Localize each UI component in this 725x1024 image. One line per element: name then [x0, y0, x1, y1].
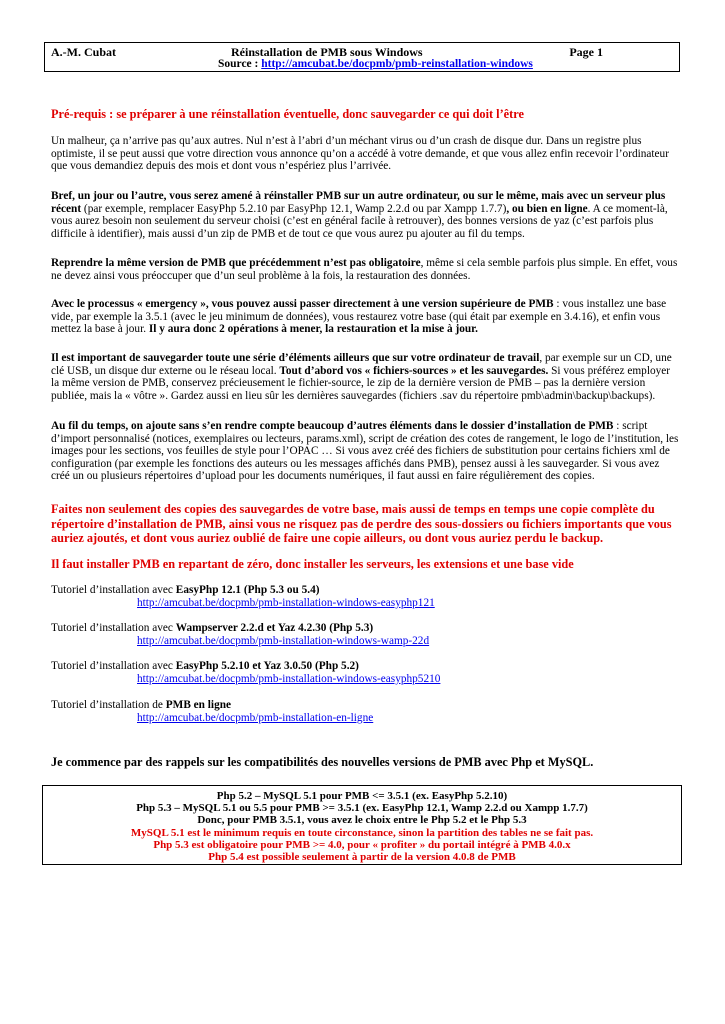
p4-bold-1: Avec le processus « emergency », vous pouvez aussi passer directement à une version supérieure de PMB [51, 298, 554, 310]
tutorial-item [51, 584, 435, 609]
p6-text-1: : script d’import personnalisé (notices, exemplaires ou lecteurs, params.xml), script de création des cotes de rangement, le logo de l’institution, les images pour les sections, vos feuilles de style pour l’OPAC … Si vous avez créé des fichiers de substitution pour certains fichiers xml de configuration (par exemple les fonctions des auteurs ou les messages affichés dans PMB), pensez aussi à les sauvegarder. Si vous avez créé un ou plusieurs répertoires d’upload pour les documents numériques, il faut aussi en faire régulièrement des copies. [51, 420, 679, 483]
paragraph-installation-folder [51, 420, 679, 483]
paragraph-intro: Un malheur, ça n’arrive pas qu’aux autres. Nul n’est à l’abri d’un méchant virus ou d’un crash de disque dur. Dans un registre plus optimiste, il se peut aussi que votre direction vous annonce qu’on a accédé à votre demande, et que vous allez enfin recevoir l’ordinateur que vous demandiez depuis des mois et dont vous n’espériez plus l’arrivée. [51, 135, 669, 173]
compat-warning-line: Php 5.4 est possible seulement à partir de la version 4.0.8 de PMB [208, 851, 516, 864]
tutorial-prefix: Tutoriel d’installation de [51, 699, 166, 711]
header-page-number: Page 1 [569, 45, 603, 59]
compat-line: Donc, pour PMB 3.5.1, vous avez le choix entre le Php 5.2 et le Php 5.3 [197, 814, 527, 827]
p2-text-1: (par exemple, remplacer EasyPhp 5.2.10 par EasyPhp 12.1, Wamp 2.2.d ou par Xampp 1.7.7) [81, 202, 507, 215]
p6-bold-1: Au fil du temps, on ajoute sans s’en rendre compte beaucoup d’autres éléments dans le dossier d’installation de PMB [51, 420, 614, 432]
warning-paragraph: Faites non seulement des copies des sauvegardes de votre base, mais aussi de temps en temps une copie complète du répertoire d’installation de PMB, ainsi vous ne risquez pas de perdre des sous-dossiers ou fichiers importants que vous auriez ajoutés, et dont vous auriez oublié de faire une copie ailleurs, ou dont vous auriez perdu le backup. [51, 502, 672, 545]
p5-text-2: Si vous préférez employer la même version de PMB, conservez précieusement le fichier-source, le zip de la dernière version de PMB – pas la dernière version publiée, mais la « vôtre ». Gardez aussi en lieu sûr les dernières sauvegardes (fichiers .sav du répertoire pmb\admin\backup\backups). [51, 364, 671, 402]
compatibility-box [42, 785, 682, 865]
tutorial-bold: PMB en ligne [165, 699, 232, 711]
tutorial-link[interactable]: http://amcubat.be/docpmb/pmb-installation-windows-easyphp5210 [137, 672, 441, 685]
compat-warning-line: Php 5.3 est obligatoire pour PMB >= 4.0, pour « profiter » du portail intégré à PMB 4.0.x [153, 838, 571, 851]
header-source [218, 58, 533, 70]
p5-bold-2: Tout d’abord vos « fichiers-sources » et les sauvegardes. [279, 364, 549, 377]
paragraph-backup-elements [51, 352, 679, 402]
tutorial-link[interactable]: http://amcubat.be/docpmb/pmb-installation-windows-wamp-22d [137, 634, 430, 647]
header-author: A.-M. Cubat [51, 45, 116, 59]
p3-text-1: , même si cela semble parfois plus simple. En effet, vous ne devez ainsi vous préoccuper que d’un seul problème à la fois, la restauration des données. [51, 257, 678, 282]
header-source-link[interactable]: http://amcubat.be/docpmb/pmb-reinstallation-windows [261, 58, 533, 70]
paragraph-reinstall [51, 190, 679, 240]
p2-bold-1: Bref, un jour ou l’autre, vous serez amené à réinstaller PMB sur un autre ordinateur, ou sur le même, mais avec un serveur plus récent [51, 190, 666, 215]
install-heading: Il faut installer PMB en repartant de zéro, donc installer les serveurs, les extensions et une base vide [51, 557, 574, 571]
tutorial-bold: Wampserver 2.2.d et Yaz 4.2.30 (Php 5.3) [175, 622, 374, 634]
tutorial-link[interactable]: http://amcubat.be/docpmb/pmb-installation-en-ligne [137, 711, 374, 724]
tutorial-item [51, 660, 440, 685]
tutorial-prefix: Tutoriel d’installation avec [51, 622, 176, 634]
p5-text-1: , par exemple sur un CD, une clé USB, un disque dur externe ou le réseau local. [51, 352, 672, 377]
p4-text-1: : vous installez une base vide, par exemple la 3.5.1 (avec le jeu minimum de données), vous restaurez votre base (qui était par exemple en 3.4.16), et enfin vous mettez la base à jour. [51, 298, 667, 336]
compat-line: Php 5.3 – MySQL 5.1 ou 5.5 pour PMB >= 3.5.1 (ex. EasyPhp 12.1, Wamp 2.2.d ou Xampp 1.7.7) [136, 802, 588, 815]
header-title: Réinstallation de PMB sous Windows [231, 45, 423, 59]
header-source-label: Source : [218, 58, 262, 70]
tutorial-item [51, 622, 429, 647]
p2-bold-2: , ou bien en ligne [506, 202, 588, 215]
tutorial-prefix: Tutoriel d’installation avec [51, 660, 176, 672]
compat-warning-line: MySQL 5.1 est le minimum requis en toute circonstance, sinon la partition des tables ne se fait pas. [130, 826, 594, 839]
page-header [44, 42, 680, 72]
p3-bold-1: Reprendre la même version de PMB que précédemment n’est pas obligatoire [51, 257, 421, 269]
tutorial-bold: EasyPhp 12.1 (Php 5.3 ou 5.4) [175, 584, 320, 596]
p4-bold-2: Il y aura donc 2 opérations à mener, la restauration et la mise à jour. [148, 323, 478, 336]
tutorial-link[interactable]: http://amcubat.be/docpmb/pmb-installation-windows-easyphp121 [137, 596, 435, 609]
p2-text-2: . A ce moment-là, vous aurez besoin non seulement du serveur choisi (c’est en général facile à retrouver), des bonnes versions de yaz (c’est parfois plus difficile à identifier), mais aussi d’un zip de PMB et de tout ce que vous aurez pu ajouter au fil du temps. [51, 202, 668, 240]
paragraph-emergency [51, 298, 679, 336]
tutorial-prefix: Tutoriel d’installation avec [51, 584, 176, 596]
paragraph-same-version [51, 257, 679, 282]
prereq-heading: Pré-requis : se préparer à une réinstallation éventuelle, donc sauvegarder ce qui doit l’être [51, 107, 524, 121]
tutorial-item [51, 699, 373, 724]
tutorial-bold: EasyPhp 5.2.10 et Yaz 3.0.50 (Php 5.2) [175, 660, 359, 672]
compat-heading: Je commence par des rappels sur les compatibilités des nouvelles versions de PMB avec Php et MySQL. [51, 755, 594, 769]
compat-line: Php 5.2 – MySQL 5.1 pour PMB <= 3.5.1 (ex. EasyPhp 5.2.10) [216, 790, 508, 802]
p5-bold-1: Il est important de sauvegarder toute une série d’éléments ailleurs que sur votre ordinateur de travail [51, 352, 540, 364]
